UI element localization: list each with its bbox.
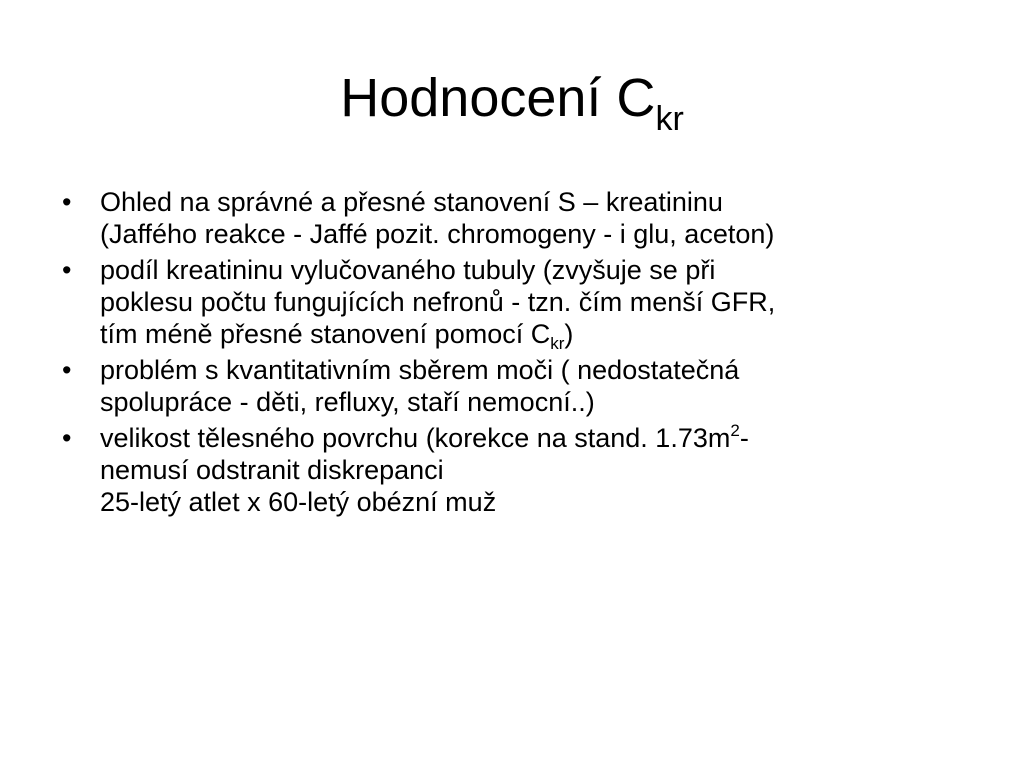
bullet-2-line-3-end: ) <box>564 319 574 349</box>
bullet-dot-icon: • <box>62 187 72 217</box>
bullet-4-superscript: 2 <box>730 421 740 440</box>
bullet-2-line-3-text: tím méně přesné stanovení pomocí C <box>100 319 551 349</box>
bullet-4-line-2: nemusí odstranit diskrepanci <box>100 455 444 485</box>
bullet-4-line-1 <box>100 422 992 454</box>
bullet-dot-icon: • <box>62 423 72 453</box>
bullet-1-line-1: Ohled na správné a přesné stanovení S – kreatininu <box>100 187 723 217</box>
slide-title-subscript: kr <box>655 100 684 138</box>
bullet-2-line-1: podíl kreatininu vylučovaného tubuly (zvyšuje se při <box>100 255 716 285</box>
bullet-3-line-2: spolupráce - děti, refluxy, staří nemocní..) <box>100 387 595 417</box>
bullet-4-line-1-end: - <box>739 423 749 453</box>
bullet-3-line-1: problém s kvantitativním sběrem moči ( nedostatečná <box>100 355 740 385</box>
bullet-2-subscript: kr <box>550 334 565 353</box>
bullet-item-1 <box>62 186 992 250</box>
slide-title <box>0 62 1024 138</box>
bullet-item-2 <box>62 254 992 353</box>
bullet-dot-icon: • <box>62 355 72 385</box>
bullet-item-3 <box>62 354 992 418</box>
bullet-list <box>62 186 992 522</box>
slide-title-text: Hodnocení C <box>340 68 656 128</box>
bullet-2-line-3 <box>100 318 992 353</box>
bullet-dot-icon: • <box>62 255 72 285</box>
bullet-2-line-2: poklesu počtu fungujících nefronů - tzn. čím menší GFR, <box>100 287 776 317</box>
bullet-4-line-3: 25-letý atlet x 60-letý obézní muž <box>100 487 497 517</box>
bullet-1-line-2: (Jaffého reakce - Jaffé pozit. chromogeny - i glu, aceton) <box>100 219 775 249</box>
bullet-4-line-1-text: velikost tělesného povrchu (korekce na stand. 1.73m <box>100 423 731 453</box>
bullet-item-4 <box>62 422 992 518</box>
